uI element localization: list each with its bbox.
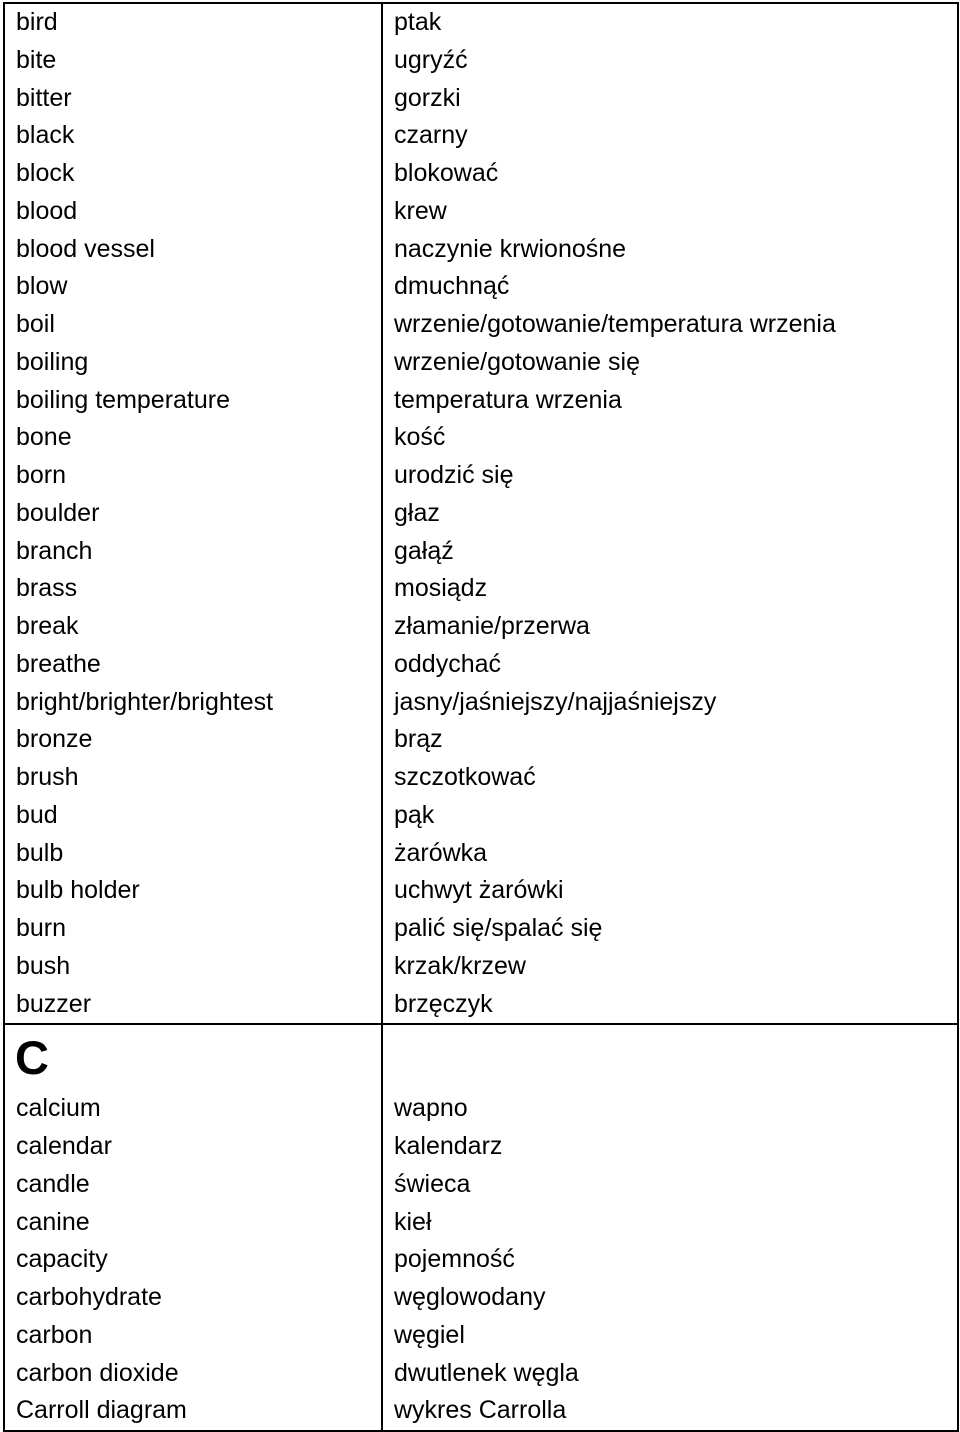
polish-column xyxy=(382,3,958,1024)
polish-translation: głaz xyxy=(394,498,440,527)
polish-translation: naczynie krwionośne xyxy=(394,234,627,263)
polish-translation: oddychać xyxy=(394,649,502,678)
polish-translation: gałąź xyxy=(394,536,454,565)
english-term: born xyxy=(16,461,67,489)
english-term: brush xyxy=(16,763,79,791)
polish-translation: gorzki xyxy=(394,83,461,112)
polish-translation: żarówka xyxy=(394,838,488,867)
english-term: bulb holder xyxy=(16,876,140,905)
polish-translation: ugryźć xyxy=(394,45,468,74)
polish-translation: dwutlenek węgla xyxy=(394,1358,579,1387)
polish-translation: pojemność xyxy=(394,1245,515,1274)
polish-translation: krew xyxy=(394,196,447,225)
english-column xyxy=(4,3,382,1024)
english-column xyxy=(4,1024,382,1431)
english-term: boulder xyxy=(16,498,100,527)
polish-translation: dmuchnąć xyxy=(394,272,510,301)
english-term: capacity xyxy=(16,1245,108,1274)
english-term: boiling temperature xyxy=(16,385,231,414)
english-term: blood vessel xyxy=(16,234,155,263)
polish-translation: świeca xyxy=(394,1169,471,1198)
english-term: bronze xyxy=(16,725,93,754)
polish-translation: kieł xyxy=(394,1207,432,1236)
polish-translation: węglowodany xyxy=(394,1283,546,1311)
polish-translation: uchwyt żarówki xyxy=(394,876,564,905)
glossary-table xyxy=(3,2,959,1432)
english-term: carbon dioxide xyxy=(16,1358,179,1387)
english-term: buzzer xyxy=(16,989,92,1018)
glossary-section xyxy=(4,1024,958,1431)
polish-translation: ptak xyxy=(394,8,442,36)
glossary-section xyxy=(4,3,958,1024)
polish-translation: palić się/spalać się xyxy=(394,914,603,942)
section-letter-spacer xyxy=(383,1025,957,1090)
english-term: carbon xyxy=(16,1320,93,1349)
polish-translation: szczotkować xyxy=(394,763,536,791)
english-term: bird xyxy=(16,8,58,36)
english-term: bush xyxy=(16,951,71,980)
polish-translation: krzak/krzew xyxy=(394,951,526,980)
english-term: bright/brighter/brightest xyxy=(16,687,274,716)
polish-translation: wapno xyxy=(394,1094,468,1123)
english-term: calcium xyxy=(16,1094,101,1123)
english-term: boiling xyxy=(16,347,89,376)
polish-translation: kalendarz xyxy=(394,1132,503,1160)
polish-translation: czarny xyxy=(394,121,468,150)
english-term: bud xyxy=(16,800,58,829)
english-term: brass xyxy=(16,574,78,603)
polish-translation: brzęczyk xyxy=(394,989,493,1018)
english-term: break xyxy=(16,612,79,640)
english-term: bitter xyxy=(16,83,72,112)
english-term: bone xyxy=(16,423,72,452)
english-term: bite xyxy=(16,45,57,74)
polish-translation: wrzenie/gotowanie/temperatura wrzenia xyxy=(394,310,836,338)
polish-column xyxy=(382,1024,958,1431)
english-term: Carroll diagram xyxy=(16,1396,187,1425)
section-letter-heading: C xyxy=(15,1031,49,1085)
polish-translation: blokować xyxy=(394,159,499,187)
english-term: blood xyxy=(16,196,78,225)
polish-translation: mosiądz xyxy=(394,574,488,603)
polish-translation: złamanie/przerwa xyxy=(394,612,590,640)
english-term: calendar xyxy=(16,1132,112,1160)
english-term: burn xyxy=(16,914,67,942)
english-term: blow xyxy=(16,272,68,301)
polish-translation: węgiel xyxy=(394,1320,465,1349)
english-term: black xyxy=(16,121,75,150)
polish-translation: brąz xyxy=(394,725,443,754)
polish-translation: kość xyxy=(394,423,446,452)
english-term: carbohydrate xyxy=(16,1283,162,1311)
english-term: candle xyxy=(16,1169,90,1198)
english-term: bulb xyxy=(16,838,64,867)
english-term: canine xyxy=(16,1207,90,1236)
english-term: breathe xyxy=(16,649,101,678)
english-term: boil xyxy=(16,310,55,338)
polish-translation: urodzić się xyxy=(394,461,514,489)
polish-translation: pąk xyxy=(394,800,435,829)
polish-translation: wrzenie/gotowanie się xyxy=(394,347,640,376)
english-term: branch xyxy=(16,536,93,565)
polish-translation: jasny/jaśniejszy/najjaśniejszy xyxy=(394,687,717,716)
english-term: block xyxy=(16,159,75,187)
polish-translation: temperatura wrzenia xyxy=(394,385,622,414)
polish-translation: wykres Carrolla xyxy=(394,1396,567,1425)
